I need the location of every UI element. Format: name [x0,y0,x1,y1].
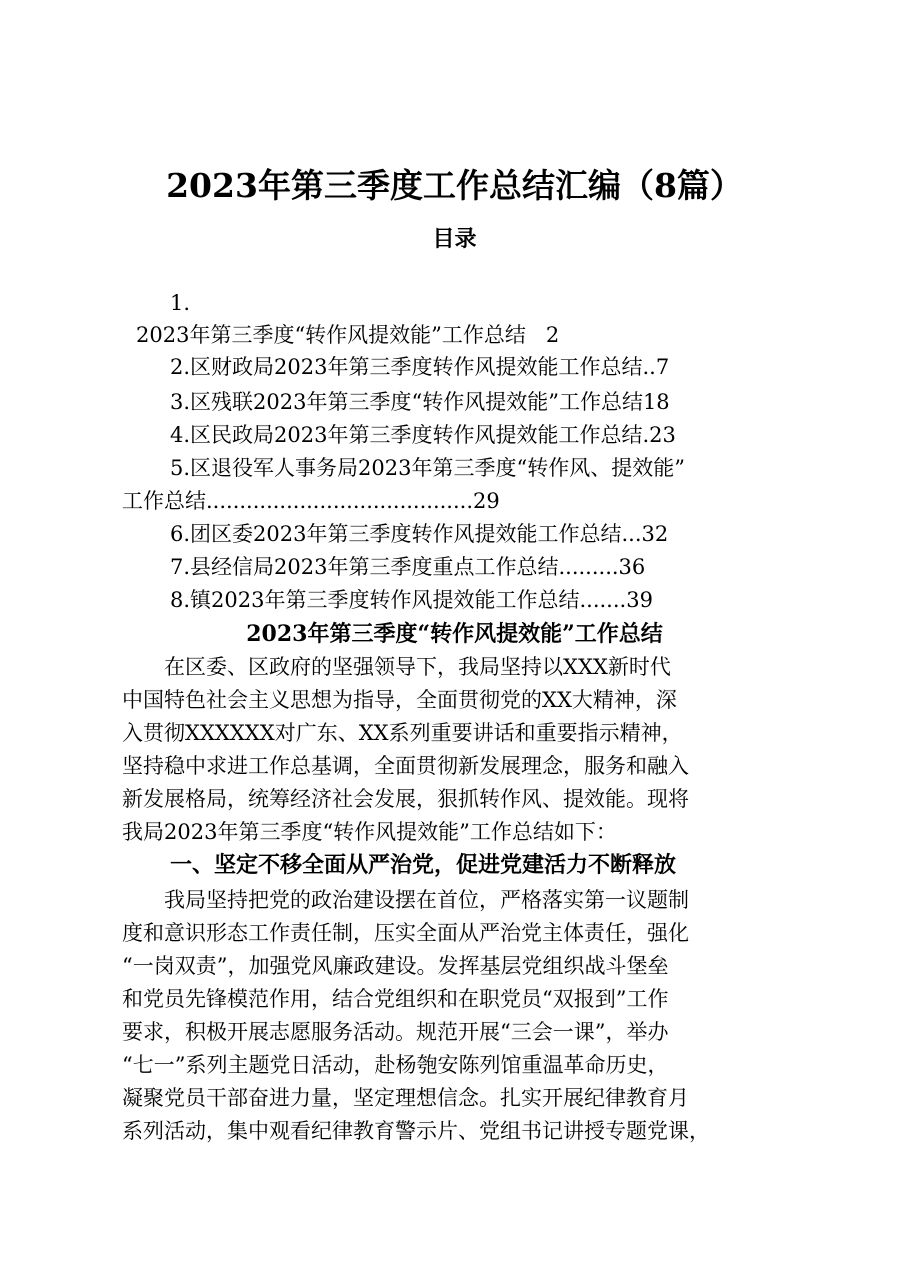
toc-item-1[interactable] [136,318,776,352]
intro-paragraph [122,651,794,849]
section-line: 系列活动，集中观看纪律教育警示片、党组书记讲授专题党课， [122,1119,710,1143]
toc-item-8[interactable]: 8.镇2023年第三季度转作风提效能工作总结.......39 [170,588,653,612]
intro-line: 中国特色社会主义思想为指导，全面贯彻党的XX大精神，深 [122,688,677,712]
toc-item-5-line-1[interactable]: 5.区退役军人事务局2023年第三季度“转作风、提效能” [170,456,685,480]
section-line: 凝聚党员干部奋进力量，坚定理想信念。扎实开展纪律教育月 [122,1086,689,1110]
toc-item-7[interactable]: 7.县经信局2023年第三季度重点工作总结.........36 [170,555,646,579]
toc-item-2[interactable]: 2.区财政局2023年第三季度转作风提效能工作总结..7 [170,355,670,379]
toc-item-1-title: 2023年第三季度“转作风提效能”工作总结 [136,323,526,347]
section-line: 要求，积极开展志愿服务活动。规范开展“三会一课”，举办 [122,1020,669,1044]
section-heading: 一、坚定不移全面从严治党，促进党建活力不断释放 [170,852,677,878]
article-title: 2023年第三季度“转作风提效能”工作总结 [246,621,663,647]
toc-item-5-line-2[interactable]: 工作总结........................................29 [122,489,500,513]
section-line: “七一”系列主题党日活动，赴杨匏安陈列馆重温革命历史， [122,1053,669,1077]
intro-line: 入贯彻XXXXXX对广东、XX系列重要讲话和重要指示精神， [122,721,683,745]
toc-item-6[interactable]: 6.团区委2023年第三季度转作风提效能工作总结...32 [170,522,669,546]
intro-line: 在区委、区政府的坚强领导下，我局坚持以XXX新时代 [122,655,671,679]
section-paragraph [122,884,794,1148]
toc-heading: 目录 [432,226,477,252]
intro-line: 坚持稳中求进工作总基调，全面贯彻新发展理念，服务和融入 [122,754,689,778]
intro-line: 新发展格局，统筹经济社会发展，狠抓转作风、提效能。现将 [122,787,689,811]
section-line: “一岗双责”，加强党风廉政建设。发挥基层党组织战斗堡垒 [122,954,669,978]
toc-item-1-number[interactable]: 1. [170,291,191,315]
intro-line: 我局2023年第三季度“转作风提效能”工作总结如下： [122,820,617,844]
section-line: 和党员先锋模范作用，结合党组织和在职党员“双报到”工作 [122,987,669,1011]
toc-item-3[interactable]: 3.区残联2023年第三季度“转作风提效能”工作总结18 [170,390,670,414]
toc-item-4[interactable]: 4.区民政局2023年第三季度转作风提效能工作总结.23 [170,423,676,447]
document-title: 2023年第三季度工作总结汇编（8篇） [166,166,743,205]
section-line: 我局坚持把党的政治建设摆在首位，严格落实第一议题制 [122,888,689,912]
section-line: 度和意识形态工作责任制，压实全面从严治党主体责任，强化 [122,921,689,945]
toc-item-1-page: 2 [545,323,560,347]
